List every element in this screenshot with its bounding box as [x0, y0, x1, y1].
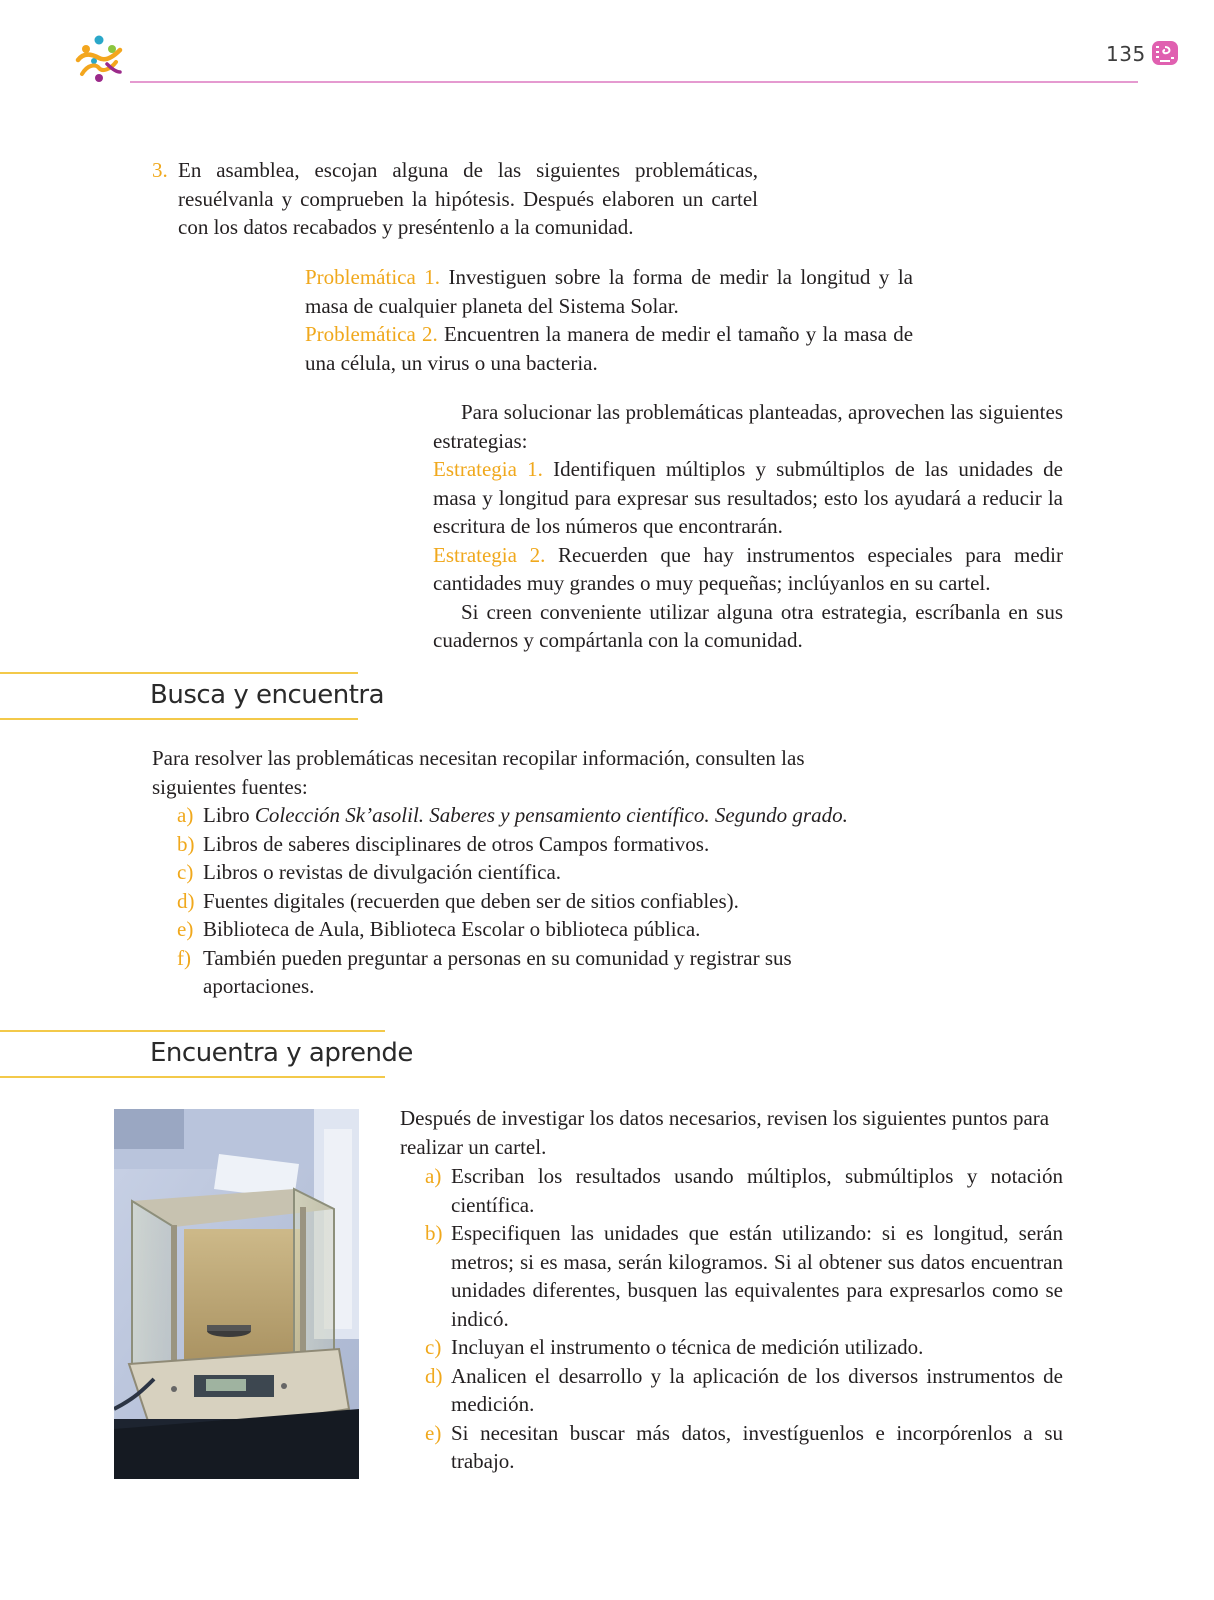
strategy-text: Identifiquen múltiplos y submúltiplos de las unidades de masa y longitud para expresar sus resultados; esto los ayudará a reducir la escritura de los números que encontrarán. [433, 457, 1063, 538]
pink-spiral-glyph-icon [1150, 38, 1180, 68]
list-item [177, 801, 887, 830]
list-item [425, 1419, 1063, 1476]
list-label: a) [177, 803, 194, 827]
list-text: Biblioteca de Aula, Biblioteca Escolar o biblioteca pública. [203, 917, 701, 941]
list-item [425, 1333, 1063, 1362]
strategies-block [433, 398, 1063, 655]
problem-text: Investiguen sobre la forma de medir la longitud y la masa de cualquier planeta del Sistema Solar. [305, 265, 914, 318]
section-title-busca: Busca y encuentra [150, 680, 385, 710]
problem-label: Problemática 2. [305, 322, 438, 346]
list-text: Analicen el desarrollo y la aplicación de los diversos instrumentos de medición. [451, 1363, 1063, 1416]
strategy-1 [433, 455, 1063, 541]
list-text: Fuentes digitales (recuerden que deben ser de sitios confiables). [203, 888, 739, 913]
list-label: f) [177, 945, 191, 970]
strategies-intro: Para solucionar las problemáticas planteadas, aprovechen las siguientes estrategias: [433, 400, 1063, 453]
list-item [177, 915, 887, 944]
list-text: Incluyan el instrumento o técnica de medición utilizado. [451, 1335, 924, 1359]
list-label: b) [177, 831, 195, 856]
list-item [425, 1219, 1063, 1333]
list-text: También pueden preguntar a personas en su comunidad y registrar sus aportaciones. [203, 945, 792, 998]
list-label: c) [177, 860, 194, 884]
list-text: Especifiquen las unidades que están utilizando: si es longitud, serán metros; si es masa, serán kilogramos. Si al obtener sus datos encuentran unidades diferentes, busquen las equivalentes para expresarlos como se indicó. [451, 1221, 1063, 1331]
list-label: d) [177, 888, 195, 913]
cartel-points-list [425, 1162, 1063, 1476]
strategies-closing: Si creen conveniente utilizar alguna otra estrategia, escríbanla en sus cuadernos y compártanla con la comunidad. [433, 599, 1063, 652]
cartel-intro: Después de investigar los datos necesarios, revisen los siguientes puntos para realizar un cartel. [400, 1106, 1050, 1159]
section-title-encuentra: Encuentra y aprende [150, 1038, 413, 1068]
problem-text: Encuentren la manera de medir el tamaño y la masa de una célula, un virus o una bacteria. [305, 322, 914, 375]
list-text: Escriban los resultados usando múltiplos, submúltiplos y notación científica. [451, 1164, 1063, 1217]
list-item [177, 830, 887, 859]
list-label: e) [177, 917, 194, 941]
list-label: d) [425, 1363, 443, 1388]
page-number: 135 [1106, 42, 1146, 66]
activity-3 [152, 156, 758, 242]
analytical-balance-photo [114, 1109, 359, 1479]
sources-intro: Para resolver las problemáticas necesitan recopilar información, consulten las siguientes fuentes: [152, 746, 805, 799]
activity-text: En asamblea, escojan alguna de las siguientes problemáticas, resuélvanla y comprueben la hipótesis. Después elaboren un cartel con los datos recabados y preséntenlo a la comunidad. [178, 158, 758, 239]
problem-1 [305, 263, 913, 320]
list-text: Si necesitan buscar más datos, investíguenlos e incorpórenlos a su trabajo. [451, 1420, 1063, 1473]
dancing-figures-logo-icon [72, 34, 126, 84]
list-label: a) [425, 1164, 442, 1188]
list-text: Libros de saberes disciplinares de otros Campos formativos. [203, 831, 710, 856]
list-item [425, 1162, 1063, 1219]
list-label: c) [425, 1335, 442, 1359]
header-rule [130, 81, 1138, 83]
strategy-label: Estrategia 2. [433, 542, 546, 567]
list-item [177, 887, 887, 916]
activity-number: 3. [152, 158, 168, 182]
strategy-2 [433, 541, 1063, 598]
list-label: e) [425, 1420, 442, 1445]
problem-2 [305, 320, 913, 377]
list-item [177, 858, 887, 887]
list-label: b) [425, 1221, 443, 1245]
list-prefix: Libro [203, 803, 255, 827]
list-text: Libros o revistas de divulgación científica. [203, 860, 562, 884]
list-item [425, 1362, 1063, 1419]
strategy-text: Recuerden que hay instrumentos especiales para medir cantidades muy grandes o muy pequeñas; inclúyanlos en su cartel. [433, 542, 1063, 595]
strategy-label: Estrategia 1. [433, 457, 543, 481]
sources-list [177, 801, 887, 1001]
list-item [177, 944, 887, 1001]
book-title: Colección Sk’asolil. Saberes y pensamiento científico. Segundo grado. [254, 803, 848, 827]
problem-label: Problemática 1. [305, 265, 441, 289]
problems-block [305, 263, 913, 377]
